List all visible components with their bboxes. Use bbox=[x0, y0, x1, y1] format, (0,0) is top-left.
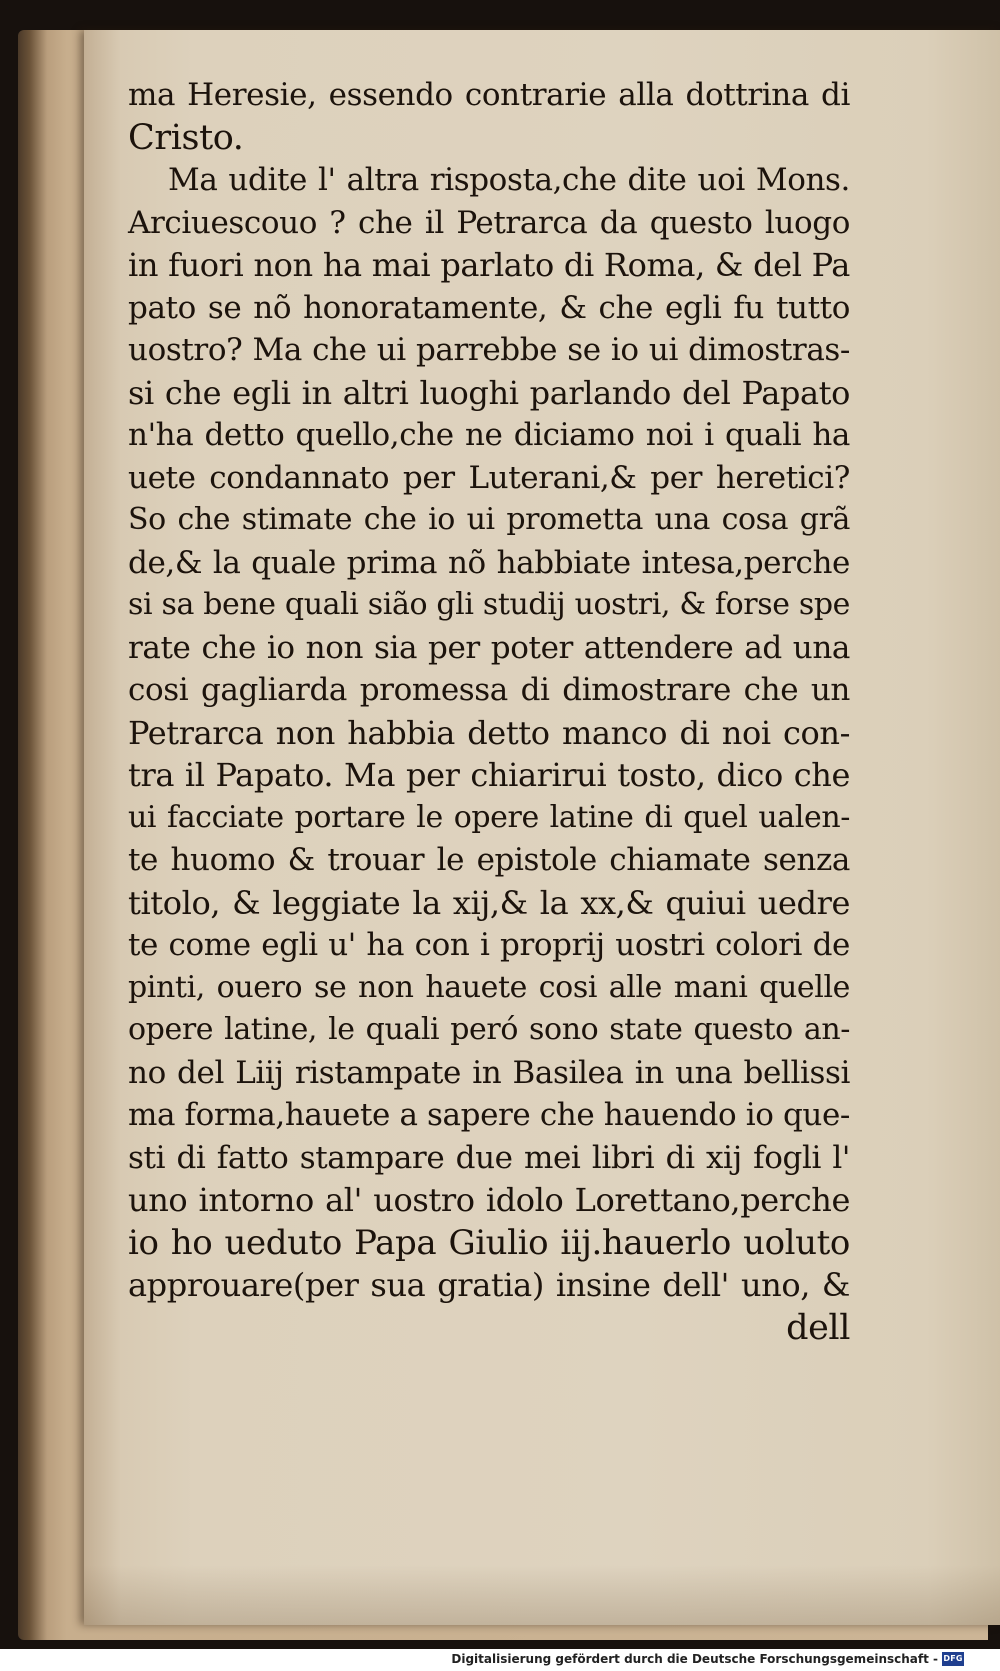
text-line: te huomo & trouar le epistole chiamate senza bbox=[128, 842, 850, 878]
text-line: Cristo. bbox=[128, 117, 244, 158]
text-line: opere latine, le quali peró sono state questo an- bbox=[128, 1012, 850, 1047]
text-line: pato se nõ honoratamente, & che egli fu tutto bbox=[128, 289, 850, 326]
text-line: titolo, & leggiate la xij,& la xx,& quiui uedre bbox=[128, 883, 850, 922]
text-line: Arciuescouo ? che il Petrarca da questo luogo bbox=[128, 204, 850, 241]
text-line: n'ha detto quello,che ne diciamo noi i quali ha bbox=[128, 417, 850, 453]
text-line: sti di fatto stampare due mei libri di xij fogli l' bbox=[128, 1139, 850, 1176]
page-text bbox=[128, 74, 850, 1349]
text-line: ma Heresie, essendo contrarie alla dottrina di bbox=[128, 77, 850, 113]
text-line: cosi gagliarda promessa di dimostrare che un bbox=[128, 672, 850, 708]
text-line: rate che io non sia per poter attendere ad una bbox=[128, 629, 850, 666]
text-line: Ma udite l' altra risposta,che dite uoi Mons. bbox=[168, 162, 850, 198]
text-line: in fuori non ha mai parlato di Roma, & del Pa bbox=[128, 246, 850, 284]
text-line: ui facciate portare le opere latine di quel ualen- bbox=[128, 799, 850, 835]
text-line: approuare(per sua gratia) insine dell' uno, & bbox=[128, 1266, 850, 1304]
text-line: So che stimate che io ui prometta una cosa grã bbox=[128, 502, 850, 537]
text-line: si sa bene quali sião gli studij uostri, & forse spe bbox=[128, 587, 850, 622]
text-line: io ho ueduto Papa Giulio iij.hauerlo uoluto bbox=[128, 1222, 850, 1263]
text-line: de,& la quale prima nõ habbiate intesa,perche bbox=[128, 544, 850, 581]
text-line: uno intorno al' uostro idolo Lorettano,perche bbox=[128, 1181, 850, 1219]
text-line: pinti, ouero se non hauete cosi alle mani quelle bbox=[128, 969, 850, 1005]
funding-credit: Digitalisierung gefördert durch die Deutsche Forschungsgemeinschaft - bbox=[451, 1652, 938, 1666]
text-line: uostro? Ma che ui parrebbe se io ui dimostras- bbox=[128, 332, 850, 368]
footer-bar bbox=[0, 1649, 1000, 1671]
text-line: si che egli in altri luoghi parlando del Papato bbox=[128, 373, 850, 412]
text-line: uete condannato per Luterani,& per heretici? bbox=[128, 459, 850, 496]
text-line: te come egli u' ha con i proprij uostri colori de bbox=[128, 927, 850, 963]
dfg-logo-icon: DFG bbox=[942, 1652, 964, 1666]
text-line: ma forma,hauete a sapere che hauendo io que- bbox=[128, 1097, 850, 1133]
catchword: dell bbox=[786, 1307, 850, 1348]
text-line: tra il Papato. Ma per chiarirui tosto, dico che bbox=[128, 756, 850, 794]
text-line: no del Liij ristampate in Basilea in una bellissi bbox=[128, 1054, 850, 1091]
text-line: Petrarca non habbia detto manco di noi con- bbox=[128, 713, 850, 752]
